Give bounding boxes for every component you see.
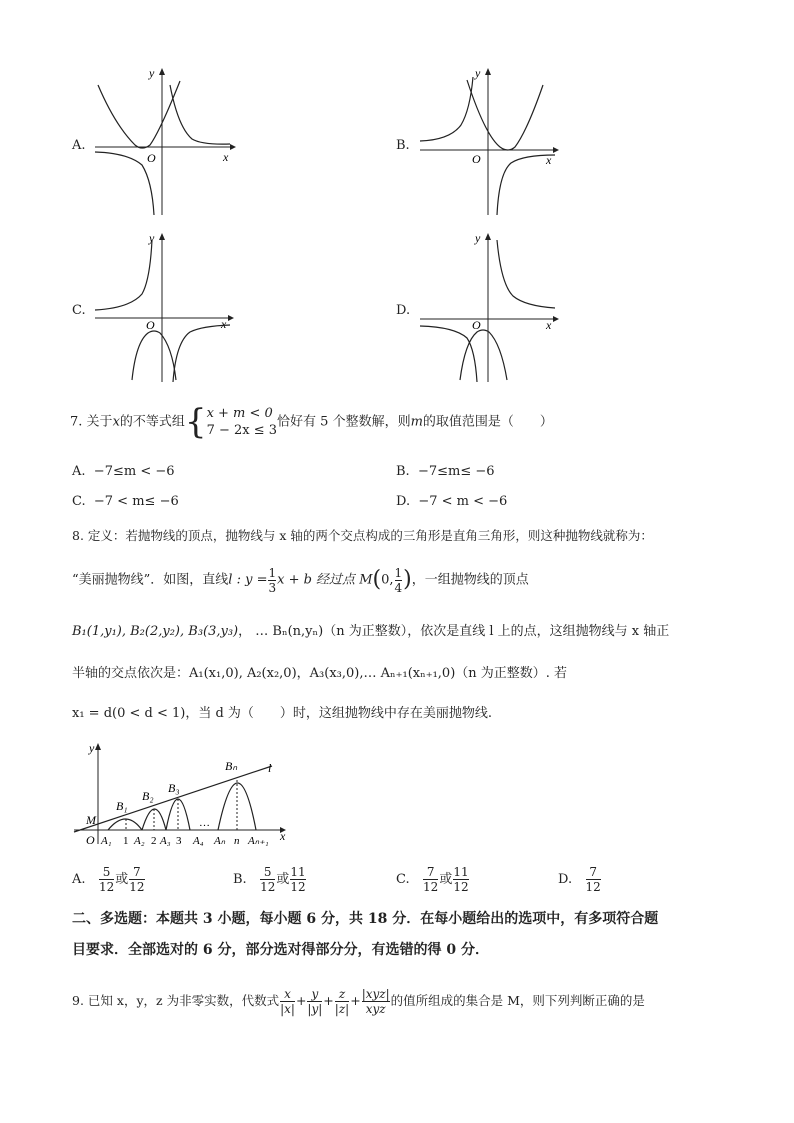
q8-vertex-points: B₁(1,y₁), B₂(2,y₂), B₃(3,y₃) [72,624,239,639]
q7-system [207,405,277,439]
fig-b3-label: B₃ [168,781,180,795]
axis-y-label: y [149,231,155,245]
q9-prefix: 已知 x，y，z 为非零实数，代数式 [87,993,280,1008]
q7-suffix-b: 的取值范围是（ ） [422,414,553,430]
q8-line4-text-b: ，A₃(x₃,0),… Aₙ₊₁(xₙ₊₁,0)（n 为正整数）. 若 [296,666,568,681]
q8-number: 8. [72,528,84,543]
q7-option-d-text: −7 < m < −6 [418,494,508,509]
q7-number: 7. [70,414,83,430]
hyperbola-branch-1 [420,326,477,382]
q7-option-a-label: A. [72,464,86,479]
fig-a1-label: A₁ [101,835,112,847]
fig-origin-label: O [86,833,95,847]
q7-suffix-a: 恰好有 5 个整数解，则 [277,414,411,430]
fig-an1-label: Aₙ₊₁ [248,835,269,847]
q8-option-b-label: B. [233,872,247,887]
hyperbola-branch-2 [497,240,555,308]
q7-option-a[interactable] [72,464,175,480]
q8-line2-text-b: x + b 经过点 [277,572,356,588]
q8-option-c[interactable]: C. $\frac{7}{12}$ 或 $\frac{11}{12}$ [396,865,469,894]
q8-option-c-label: C. [396,872,410,887]
parabola-curve [98,81,180,148]
q6-graph-d [415,230,565,385]
fig-b1-label: B₁ [116,799,128,813]
q8-option-d[interactable]: D. $\frac{7}{12}$ [558,865,601,894]
q8-line5 [72,706,492,722]
parabola-n [218,783,256,830]
q8-line2-text-a: “美丽抛物线”．如图，直线 [72,572,229,588]
origin-label: O [472,152,481,166]
section2-line2: 目要求．全部选对的 6 分，部分选对得部分分，有选错的得 0 分． [72,942,489,958]
axis-y-label: y [475,66,481,80]
hyperbola-branch-1 [170,85,230,144]
q8-line5-text: x₁ = d(0 < d < 1)，当 d 为（ ）时，这组抛物线中存在美丽抛物线. [72,706,493,721]
origin-label: O [472,318,481,332]
q8-line2-text-c: ，一组抛物线的顶点 [411,572,529,588]
fig-tick-n: n [234,835,240,847]
q7-ineq2: 7 − 2x ≤ 3 [206,423,278,438]
fig-an-label: Aₙ [214,835,226,847]
axis-y-label: y [475,231,481,245]
q7-option-b-label: B. [396,464,410,479]
q9-frac-x: $\frac{x}{|x|}$ [280,987,295,1016]
section2-line1: 二、多选题：本题共 3 小题，每小题 6 分，共 18 分．在每小题给出的选项中，有多项符合题 [72,911,659,927]
axis-x-label: x [223,150,229,164]
fig-tick-1: 1 [123,835,129,847]
q8-slope-fraction: $\frac{1}{3}$ [268,565,277,595]
fig-l-label: l [268,761,272,775]
q8-point-coord: 0, [381,572,394,588]
q7-option-c-text: −7 < m≤ −6 [93,494,179,509]
fig-b2-label: B₂ [142,789,154,803]
q9-suffix: 的值所组成的集合是 M，则下列判断正确的是 [390,993,645,1008]
q8-point-fraction: $\frac{1}{4}$ [394,565,403,595]
q7-option-c[interactable] [72,494,179,510]
line-l [74,766,272,832]
q8-line3 [72,624,669,640]
q8-line2: “美丽抛物线”．如图，直线l : y = $\frac{1}{3}$ x + b 经过点 M(0, $\frac{1}{4}$ )，一组抛物线的顶点 [72,565,529,595]
q7-ineq1: x + m < 0 [206,406,273,421]
axis-x-label: x [546,153,552,167]
parabola-curve [467,80,543,150]
q7-var-x: x [112,414,120,430]
fig-a4-label: A₄ [193,835,204,847]
q8-option-d-label: D. [558,872,573,887]
origin-label: O [146,318,155,332]
q7-stem [70,402,553,442]
fig-dots: … [199,817,210,829]
fig-bn-label: Bₙ [225,759,238,773]
q9-frac-xyz: $\frac{\text{|xyz|}}{\text{xyz}}$ [361,987,390,1016]
q6-option-c-label[interactable]: C. [72,303,86,318]
q8-line3-text: ， … Bₙ(n,yₙ)（n 为正整数），依次是直线 l 上的点，这组抛物线与 x 轴正 [238,624,670,639]
q7-option-b-text: −7≤m≤ −6 [417,464,495,479]
q7-option-d-label: D. [396,494,411,509]
q6-option-d-label[interactable]: D. [396,303,411,318]
axis-x-label: x [221,317,227,331]
fig-tick-3: 3 [176,835,182,847]
q9-number: 9. [72,993,84,1008]
q7-brace: { [184,402,207,442]
q9-frac-z: $\frac{z}{|z|}$ [334,987,350,1016]
q6-graph-a [90,65,240,220]
q8-figure [68,740,298,850]
q8-line4-text-a: 半轴的交点依次是：A₁(x₁,0), A₂(x₂,0) [72,666,297,681]
q7-option-a-text: −7≤m < −6 [93,464,175,479]
axis-x-label: x [546,318,552,332]
q8-line1-text: 定义：若抛物线的顶点，抛物线与 x 轴的两个交点构成的三角形是直角三角形，则这种抛物线就称为： [87,528,653,543]
q8-line4 [72,666,567,682]
q7-prefix: 关于 [86,414,113,430]
q9-stem: 9. 已知 x，y，z 为非零实数，代数式 $\frac{x}{|x|}$ + $\frac{y}{|y|}$ + $\frac{z}{|z|}$ + $\frac{\text{|xyz|}}{\text{xyz}}$ 的值所组成的集合是 M，则下列判断正确的是 [72,987,645,1016]
q7-option-d[interactable] [396,494,507,510]
q8-option-b[interactable]: B. $\frac{5}{12}$ 或 $\frac{11}{12}$ [233,865,306,894]
q6-graph-b [415,65,565,220]
q8-line1 [72,528,653,544]
q8-option-a-label: A. [72,872,86,887]
fig-tick-2: 2 [151,835,157,847]
hyperbola-branch-2 [95,152,154,215]
hyperbola-branch-1 [420,77,473,141]
q7-var-m: m [410,414,423,430]
hyperbola-branch-1 [95,240,152,310]
q8-point-m: M [359,572,373,588]
q6-option-b-label[interactable]: B. [396,138,410,153]
q6-graph-c [90,230,240,385]
q7-mid: 的不等式组 [119,414,185,430]
q6-option-a-label[interactable]: A. [72,138,86,153]
fig-m-label: M [86,813,96,827]
q7-option-c-label: C. [72,494,86,509]
parabola-curve [132,331,176,380]
fig-a2-label: A₂ [134,835,145,847]
q6-graph-grid [0,0,794,390]
fig-x-label: x [280,829,286,843]
q8-line-equation: l : y = [228,572,268,588]
q9-frac-y: $\frac{y}{|y|}$ [307,987,323,1016]
origin-label: O [147,151,156,165]
hyperbola-branch-2 [173,325,230,382]
fig-y-label: y [89,741,95,755]
axis-y-label: y [149,66,155,80]
fig-a3-label: A₃ [160,835,171,847]
parabola-1 [108,819,142,830]
q7-option-b[interactable] [396,464,495,480]
q8-option-a[interactable]: A. $\frac{5}{12}$ 或 $\frac{7}{12}$ [72,865,145,894]
